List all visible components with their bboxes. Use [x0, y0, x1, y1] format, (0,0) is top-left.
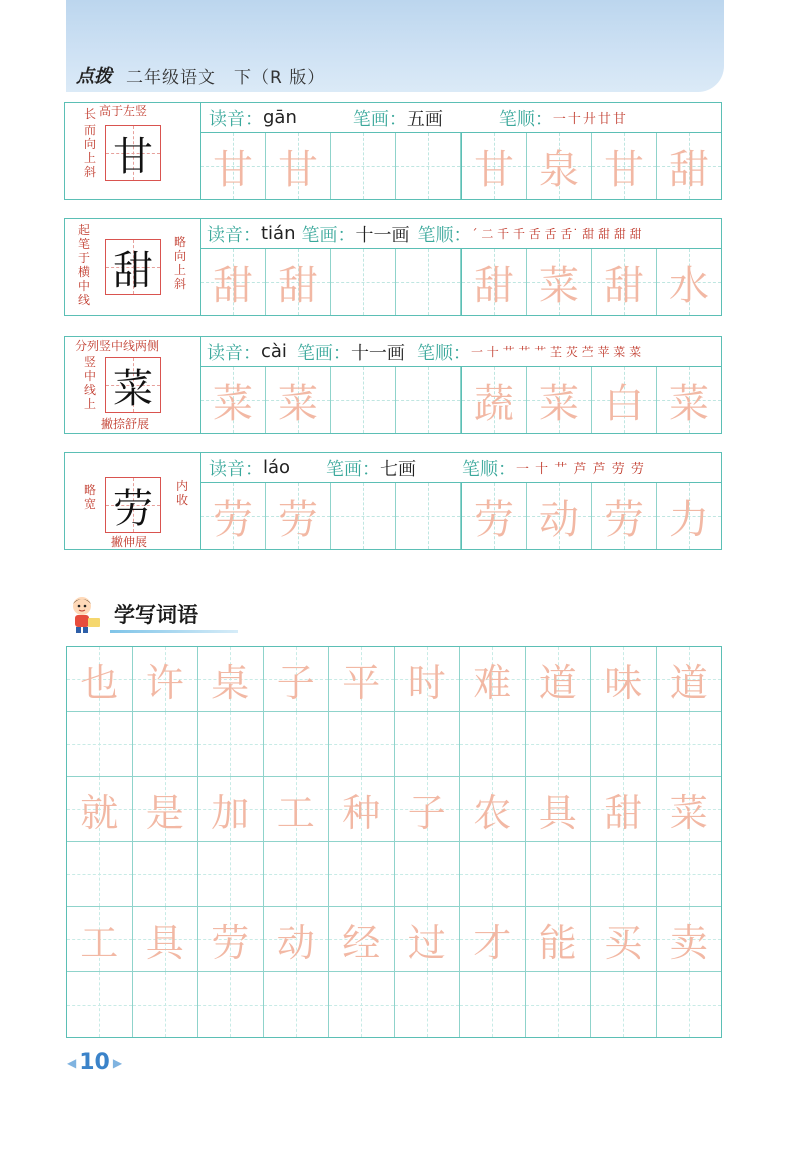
char-block-gan	[64, 102, 722, 200]
practice-cell[interactable]: 甘	[201, 133, 266, 199]
title-underline	[110, 630, 238, 633]
label-strokes: 笔画：	[326, 458, 381, 480]
pinyin: gān	[263, 107, 297, 128]
label-order: 笔顺：	[416, 342, 471, 364]
practice-cell[interactable]: 甘	[266, 133, 331, 199]
word-cell[interactable]: 子	[264, 647, 330, 711]
blank-cell[interactable]	[526, 712, 592, 776]
word-cell[interactable]: 许	[133, 647, 199, 711]
model-character: 劳	[113, 485, 153, 532]
word-cell[interactable]: 甜	[591, 777, 657, 841]
blank-cell[interactable]	[67, 972, 133, 1037]
word-cell[interactable]: 桌	[198, 647, 264, 711]
blank-cell[interactable]	[395, 972, 461, 1037]
tip-text: 略宽	[83, 483, 96, 511]
stroke-count: 七画	[380, 458, 417, 480]
blank-cell[interactable]	[657, 712, 722, 776]
blank-cell[interactable]	[264, 842, 330, 906]
word-cell[interactable]: 工	[67, 907, 133, 971]
info-row	[201, 103, 721, 133]
page-header	[76, 62, 325, 88]
practice-cell[interactable]: 劳	[461, 483, 527, 549]
page-number-text: 10	[79, 1050, 110, 1075]
tip-text: 内收	[175, 479, 188, 507]
practice-cell[interactable]: 菜	[657, 367, 721, 433]
tip-text: 长	[83, 107, 96, 121]
blank-cell[interactable]	[133, 972, 199, 1037]
blank-cell[interactable]	[67, 842, 133, 906]
brand-logo: 点拨	[76, 66, 112, 87]
practice-cell[interactable]	[396, 249, 461, 315]
blank-cell[interactable]	[526, 972, 592, 1037]
stroke-count: 五画	[406, 108, 443, 130]
word-row	[67, 647, 721, 712]
label-strokes: 笔画：	[301, 224, 356, 246]
practice-cell[interactable]: 泉	[527, 133, 592, 199]
blank-cell[interactable]	[264, 972, 330, 1037]
tip-text: 略向上斜	[173, 235, 186, 291]
label-order: 笔顺：	[498, 108, 553, 130]
blank-cell[interactable]	[395, 712, 461, 776]
practice-cell[interactable]: 白	[592, 367, 657, 433]
practice-cell[interactable]: 力	[657, 483, 721, 549]
practice-cell[interactable]	[331, 483, 396, 549]
label-reading: 读音：	[209, 458, 263, 480]
practice-cell[interactable]: 菜	[527, 367, 592, 433]
blank-cell[interactable]	[591, 972, 657, 1037]
practice-cell[interactable]: 甜	[201, 249, 266, 315]
word-cell[interactable]: 种	[329, 777, 395, 841]
word-cell[interactable]: 具	[133, 907, 199, 971]
word-cell[interactable]: 工	[264, 777, 330, 841]
word-cell[interactable]: 动	[264, 907, 330, 971]
label-strokes: 笔画：	[296, 342, 351, 364]
blank-row	[67, 972, 721, 1037]
stroke-order: ˊ 二 千 千 舌 舌 舌˙ 甜 甜 甜 甜	[471, 227, 642, 241]
word-cell[interactable]: 是	[133, 777, 199, 841]
blank-cell[interactable]	[657, 972, 722, 1037]
tianzige-box	[105, 477, 161, 533]
stroke-count: 十一画	[350, 342, 405, 364]
word-cell[interactable]: 难	[460, 647, 526, 711]
section-title-text: 学写词语	[114, 603, 198, 627]
blank-cell[interactable]	[591, 842, 657, 906]
blank-cell[interactable]	[329, 972, 395, 1037]
info-row	[201, 219, 721, 249]
blank-cell[interactable]	[591, 712, 657, 776]
blank-cell[interactable]	[460, 842, 526, 906]
practice-row	[201, 367, 721, 433]
practice-cell[interactable]: 菜	[201, 367, 266, 433]
practice-cell[interactable]: 甜	[266, 249, 331, 315]
model-character: 甜	[113, 247, 153, 294]
practice-cell[interactable]	[396, 367, 461, 433]
practice-cell[interactable]: 甘	[592, 133, 657, 199]
tianzige-box	[105, 239, 161, 295]
word-cell[interactable]: 时	[395, 647, 461, 711]
char-block-cai	[64, 336, 722, 434]
label-reading: 读音：	[207, 224, 261, 246]
practice-cell[interactable]	[396, 483, 461, 549]
stroke-order: 一 十 艹 芦 芦 劳 劳	[516, 462, 645, 477]
char-demo-cell	[65, 337, 201, 433]
tip-text: 竖中线上	[83, 355, 96, 411]
blank-cell[interactable]	[67, 712, 133, 776]
word-cell[interactable]: 经	[329, 907, 395, 971]
word-cell[interactable]: 才	[460, 907, 526, 971]
label-strokes: 笔画：	[352, 108, 407, 130]
practice-cell[interactable]: 甜	[592, 249, 657, 315]
blank-cell[interactable]	[133, 712, 199, 776]
word-cell[interactable]: 具	[526, 777, 592, 841]
info-row	[201, 337, 721, 367]
tip-text: 高于左竖	[99, 104, 148, 118]
blank-cell[interactable]	[198, 842, 264, 906]
blank-cell[interactable]	[198, 712, 264, 776]
tip-text: 而向上斜	[83, 123, 96, 179]
practice-row	[201, 249, 721, 315]
practice-cell[interactable]: 甜	[461, 249, 527, 315]
char-demo-cell	[65, 103, 201, 199]
word-row	[67, 907, 721, 972]
blank-row	[67, 712, 721, 777]
practice-cell[interactable]: 水	[657, 249, 721, 315]
blank-cell[interactable]	[329, 842, 395, 906]
practice-cell[interactable]: 菜	[527, 249, 592, 315]
next-arrow-icon: ▶	[112, 1055, 123, 1070]
practice-cell[interactable]: 菜	[266, 367, 331, 433]
word-cell[interactable]: 买	[591, 907, 657, 971]
word-cell[interactable]: 过	[395, 907, 461, 971]
blank-cell[interactable]	[329, 712, 395, 776]
word-cell[interactable]: 也	[67, 647, 133, 711]
practice-cell[interactable]: 甜	[657, 133, 721, 199]
boy-mascot-icon	[68, 594, 108, 634]
blank-cell[interactable]	[460, 712, 526, 776]
practice-cell[interactable]: 动	[527, 483, 592, 549]
word-cell[interactable]: 农	[460, 777, 526, 841]
blank-cell[interactable]	[395, 842, 461, 906]
info-row	[201, 453, 721, 483]
practice-cell[interactable]: 劳	[201, 483, 266, 549]
char-demo-cell	[65, 453, 201, 549]
tip-text: 撇捺舒展	[101, 417, 150, 431]
blank-row	[67, 842, 721, 907]
tip-text: 撇伸展	[111, 535, 148, 549]
tip-text: 分列竖中线两侧	[75, 339, 160, 353]
pinyin: tián	[261, 223, 296, 244]
word-cell[interactable]: 菜	[657, 777, 722, 841]
pinyin: cài	[261, 341, 287, 362]
word-cell[interactable]: 劳	[198, 907, 264, 971]
word-cell[interactable]: 能	[526, 907, 592, 971]
blank-cell[interactable]	[460, 972, 526, 1037]
practice-row	[201, 133, 721, 199]
pinyin: láo	[263, 457, 291, 478]
stroke-count: 十一画	[355, 224, 410, 246]
word-cell[interactable]: 子	[395, 777, 461, 841]
word-cell[interactable]: 道	[526, 647, 592, 711]
label-order: 笔顺：	[462, 458, 517, 480]
blank-cell[interactable]	[133, 842, 199, 906]
practice-cell[interactable]	[331, 249, 396, 315]
model-character: 菜	[113, 365, 153, 412]
blank-cell[interactable]	[198, 972, 264, 1037]
page-number	[64, 1050, 125, 1075]
practice-cell[interactable]: 蔬	[461, 367, 527, 433]
label-order: 笔顺：	[417, 224, 472, 246]
practice-cell[interactable]: 劳	[266, 483, 331, 549]
word-cell[interactable]: 道	[657, 647, 722, 711]
char-block-tian	[64, 218, 722, 316]
words-practice-grid	[66, 646, 722, 1038]
word-row	[67, 777, 721, 842]
word-cell[interactable]: 味	[591, 647, 657, 711]
practice-cell[interactable]	[331, 367, 396, 433]
char-block-lao	[64, 452, 722, 550]
word-cell[interactable]: 卖	[657, 907, 722, 971]
stroke-order: 一 十 艹 艹 艹 芏 苂 苎 苹 菜 菜	[470, 345, 642, 359]
blank-cell[interactable]	[264, 712, 330, 776]
practice-cell[interactable]: 甘	[461, 133, 527, 199]
blank-cell[interactable]	[657, 842, 722, 906]
practice-cell[interactable]: 劳	[592, 483, 657, 549]
label-reading: 读音：	[209, 108, 263, 130]
tianzige-box	[105, 125, 161, 181]
book-title: 二年级语文 下（R 版）	[126, 67, 326, 88]
word-cell[interactable]: 平	[329, 647, 395, 711]
label-reading: 读音：	[207, 342, 261, 364]
practice-row	[201, 483, 721, 549]
prev-arrow-icon: ◀	[67, 1055, 77, 1070]
stroke-order: 一十廾廿甘	[552, 112, 628, 127]
section-title	[68, 594, 198, 634]
tianzige-box	[105, 357, 161, 413]
word-cell[interactable]: 加	[198, 777, 264, 841]
model-character: 甘	[113, 133, 153, 180]
char-demo-cell	[65, 219, 201, 315]
practice-cell[interactable]	[396, 133, 461, 199]
tip-text: 起笔于横中线	[77, 223, 90, 307]
practice-cell[interactable]	[331, 133, 396, 199]
word-cell[interactable]: 就	[67, 777, 133, 841]
blank-cell[interactable]	[526, 842, 592, 906]
